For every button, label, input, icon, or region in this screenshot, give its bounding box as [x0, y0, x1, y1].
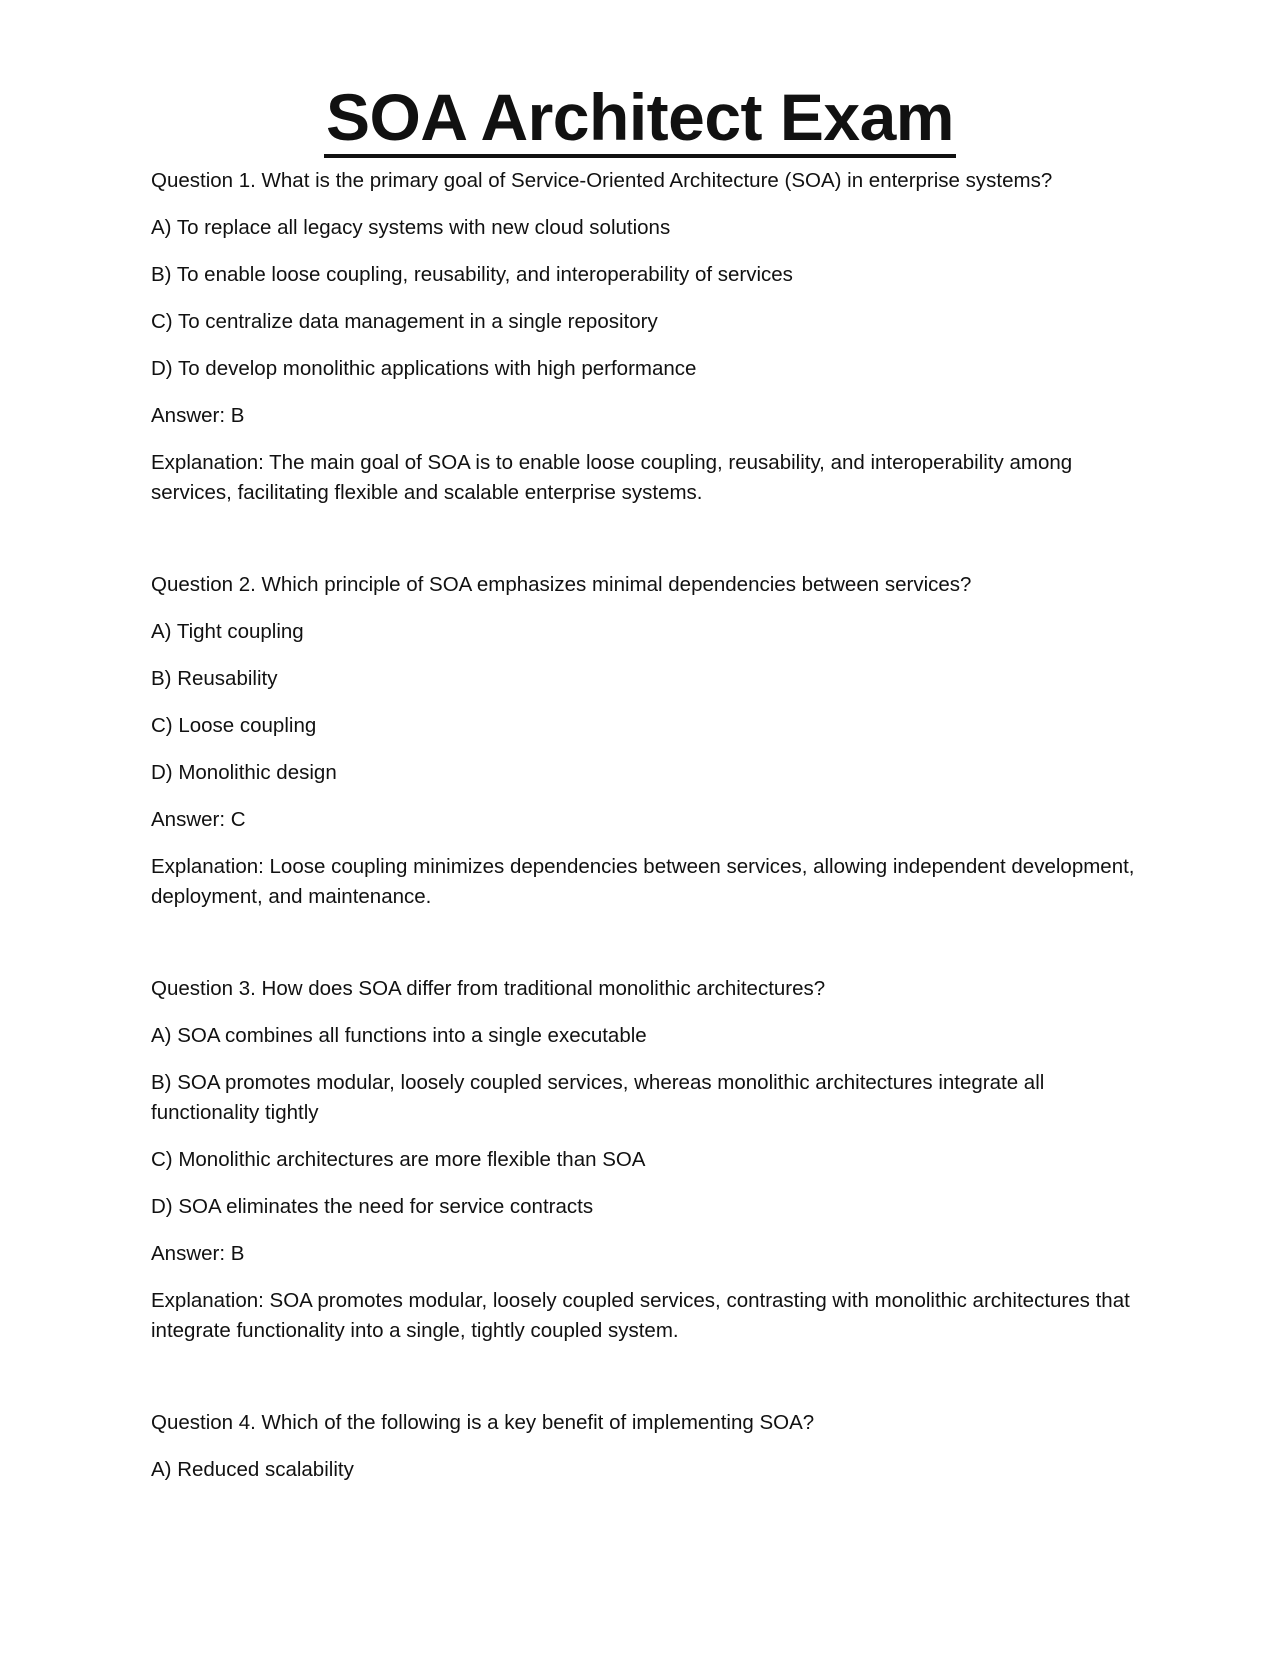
explanation: Explanation: The main goal of SOA is to enable loose coupling, reusability, and interoperability among services, facilitating flexible and scalable enterprise systems. — [151, 451, 1073, 504]
page-title-text: SOA Architect Exam — [324, 80, 956, 158]
answer: Answer: C — [151, 808, 246, 831]
option-a: A) SOA combines all functions into a single executable — [151, 1024, 647, 1047]
option-b: B) SOA promotes modular, loosely coupled services, whereas monolithic architectures integrate all functionality tightly — [151, 1071, 1045, 1124]
question-text: Question 4. Which of the following is a key benefit of implementing SOA? — [151, 1411, 815, 1434]
option-d: D) SOA eliminates the need for service contracts — [151, 1195, 594, 1218]
question-text: Question 2. Which principle of SOA emphasizes minimal dependencies between services? — [151, 573, 972, 596]
question-block-3 — [151, 974, 1151, 1346]
option-a: A) To replace all legacy systems with new cloud solutions — [151, 216, 671, 239]
page-title — [0, 80, 1280, 158]
question-list — [151, 166, 1151, 1502]
option-a: A) Reduced scalability — [151, 1458, 354, 1481]
option-b: B) To enable loose coupling, reusability, and interoperability of services — [151, 263, 793, 286]
option-c: C) To centralize data management in a single repository — [151, 310, 658, 333]
question-text: Question 3. How does SOA differ from traditional monolithic architectures? — [151, 977, 826, 1000]
option-d: D) To develop monolithic applications with high performance — [151, 357, 697, 380]
question-text: Question 1. What is the primary goal of Service-Oriented Architecture (SOA) in enterprise systems? — [151, 169, 1053, 192]
option-a: A) Tight coupling — [151, 620, 304, 643]
question-block-4 — [151, 1408, 1151, 1485]
explanation: Explanation: SOA promotes modular, loosely coupled services, contrasting with monolithic architectures that integrate functionality into a single, tightly coupled system. — [151, 1289, 1130, 1342]
option-c: C) Loose coupling — [151, 714, 317, 737]
question-block-2 — [151, 570, 1151, 912]
option-c: C) Monolithic architectures are more flexible than SOA — [151, 1148, 646, 1171]
question-block-1 — [151, 166, 1151, 508]
option-d: D) Monolithic design — [151, 761, 337, 784]
explanation: Explanation: Loose coupling minimizes dependencies between services, allowing independent development, deployment, and maintenance. — [151, 855, 1135, 908]
answer: Answer: B — [151, 1242, 245, 1265]
option-b: B) Reusability — [151, 667, 278, 690]
answer: Answer: B — [151, 404, 245, 427]
